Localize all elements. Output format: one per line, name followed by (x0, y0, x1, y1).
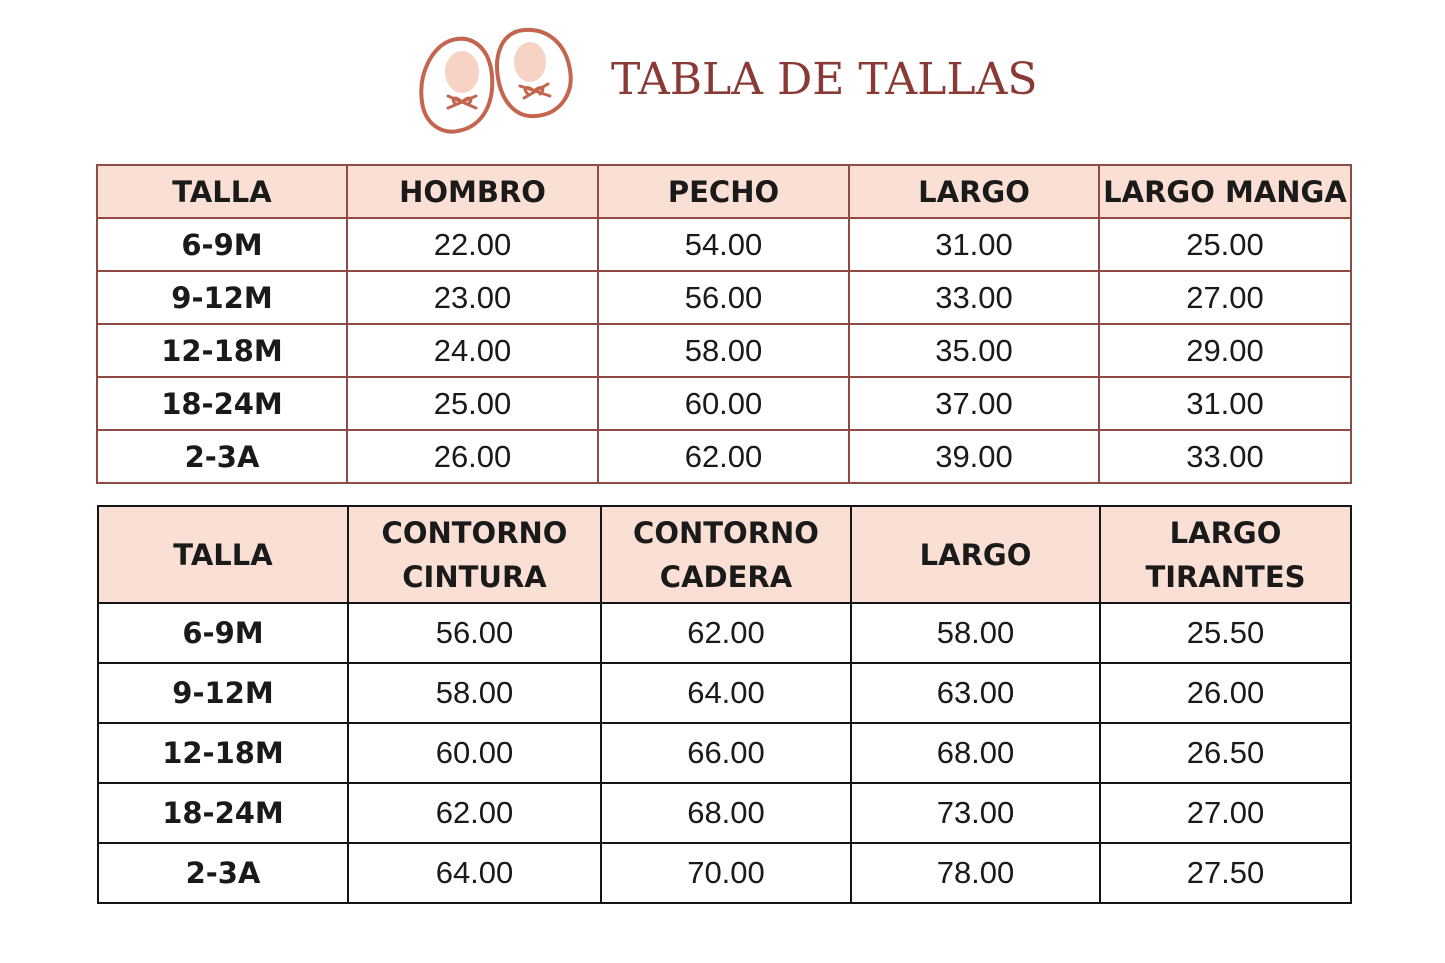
value-cell: 31.00 (1099, 377, 1351, 430)
value-cell: 33.00 (1099, 430, 1351, 483)
value-cell: 54.00 (598, 218, 849, 271)
value-cell: 22.00 (347, 218, 598, 271)
column-header-line: CINTURA (402, 559, 547, 594)
column-header-line: LARGO (919, 537, 1032, 572)
value-cell: 58.00 (851, 603, 1100, 663)
value-cell: 27.00 (1099, 271, 1351, 324)
value-cell: 25.00 (1099, 218, 1351, 271)
table-header-row (97, 165, 1351, 218)
table-row (97, 271, 1351, 324)
table-row (97, 324, 1351, 377)
value-cell: 64.00 (348, 843, 601, 903)
value-cell: 37.00 (849, 377, 1099, 430)
value-cell: 60.00 (348, 723, 601, 783)
column-header-line: CONTORNO (633, 515, 819, 550)
size-cell: 6-9M (97, 218, 347, 271)
column-header: TALLA (97, 165, 347, 218)
value-cell: 63.00 (851, 663, 1100, 723)
value-cell: 66.00 (601, 723, 851, 783)
size-table-top (96, 164, 1352, 484)
value-cell: 62.00 (601, 603, 851, 663)
value-cell: 26.00 (347, 430, 598, 483)
column-header: LARGO MANGA (1099, 165, 1351, 218)
column-header-line: LARGO (1169, 515, 1282, 550)
value-cell: 68.00 (851, 723, 1100, 783)
value-cell: 78.00 (851, 843, 1100, 903)
value-cell: 58.00 (348, 663, 601, 723)
page-header (0, 0, 1445, 150)
size-cell: 18-24M (97, 377, 347, 430)
value-cell: 35.00 (849, 324, 1099, 377)
value-cell: 25.00 (347, 377, 598, 430)
value-cell: 31.00 (849, 218, 1099, 271)
size-cell: 18-24M (98, 783, 348, 843)
table-header-row (98, 506, 1351, 603)
column-header (851, 506, 1100, 603)
value-cell: 70.00 (601, 843, 851, 903)
value-cell: 27.50 (1100, 843, 1351, 903)
page-title: TABLA DE TALLAS (611, 54, 1038, 105)
table-row (98, 603, 1351, 663)
value-cell: 56.00 (598, 271, 849, 324)
size-cell: 12-18M (98, 723, 348, 783)
value-cell: 62.00 (348, 783, 601, 843)
value-cell: 26.50 (1100, 723, 1351, 783)
column-header (1100, 506, 1351, 603)
size-table-bottom (97, 505, 1352, 904)
value-cell: 73.00 (851, 783, 1100, 843)
column-header-line: CADERA (659, 559, 793, 594)
column-header: HOMBRO (347, 165, 598, 218)
table-row (98, 783, 1351, 843)
column-header (98, 506, 348, 603)
size-cell: 6-9M (98, 603, 348, 663)
value-cell: 60.00 (598, 377, 849, 430)
value-cell: 58.00 (598, 324, 849, 377)
table-row (98, 663, 1351, 723)
value-cell: 62.00 (598, 430, 849, 483)
size-cell: 2-3A (97, 430, 347, 483)
column-header-line: CONTORNO (381, 515, 568, 550)
value-cell: 26.00 (1100, 663, 1351, 723)
column-header: LARGO (849, 165, 1099, 218)
column-header-line: TIRANTES (1145, 559, 1306, 594)
size-cell: 12-18M (97, 324, 347, 377)
baby-shoes-icon (412, 24, 582, 140)
value-cell: 68.00 (601, 783, 851, 843)
value-cell: 29.00 (1099, 324, 1351, 377)
value-cell: 33.00 (849, 271, 1099, 324)
size-cell: 9-12M (97, 271, 347, 324)
table-row (97, 430, 1351, 483)
size-cell: 2-3A (98, 843, 348, 903)
table-row (98, 723, 1351, 783)
column-header-line: TALLA (173, 537, 273, 572)
column-header: PECHO (598, 165, 849, 218)
column-header (348, 506, 601, 603)
value-cell: 23.00 (347, 271, 598, 324)
value-cell: 64.00 (601, 663, 851, 723)
table-row (97, 377, 1351, 430)
column-header (601, 506, 851, 603)
value-cell: 39.00 (849, 430, 1099, 483)
size-cell: 9-12M (98, 663, 348, 723)
table-row (97, 218, 1351, 271)
value-cell: 56.00 (348, 603, 601, 663)
value-cell: 27.00 (1100, 783, 1351, 843)
value-cell: 25.50 (1100, 603, 1351, 663)
table-row (98, 843, 1351, 903)
value-cell: 24.00 (347, 324, 598, 377)
